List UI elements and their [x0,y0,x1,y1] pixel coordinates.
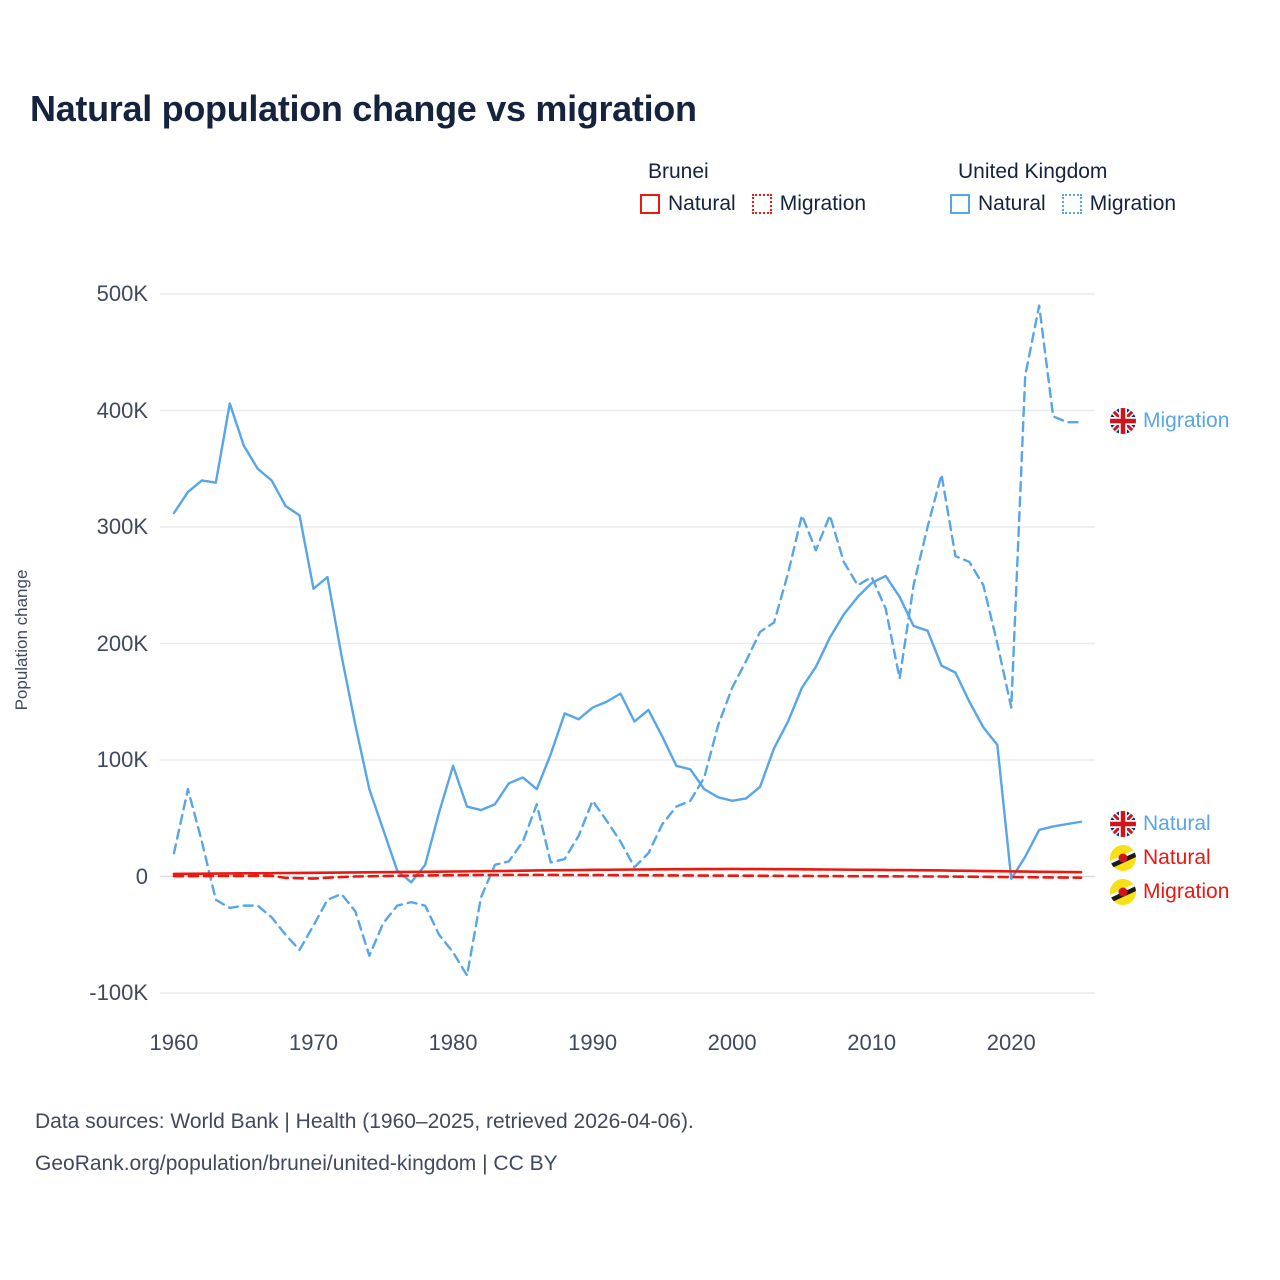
x-tick-label: 2020 [986,1030,1036,1055]
y-tick-label: 200K [96,630,148,656]
legend-item-label: Migration [779,192,867,215]
y-tick-label: 300K [96,514,148,539]
legend-group-title: United Kingdom [958,160,1108,183]
flag-brunei-icon [1110,879,1136,905]
legend-item-label: Natural [668,192,736,215]
end-label-text: Natural [1143,812,1211,835]
end-label [1110,845,1211,871]
y-axis-title: Population change [12,569,31,711]
x-tick-label: 1960 [149,1030,199,1055]
series-line [174,869,1081,874]
end-label [1110,811,1211,837]
legend-item-label: Natural [978,192,1046,215]
flag-united-kingdom-icon [1110,811,1136,837]
end-label [1110,879,1229,905]
x-tick-label: 1970 [289,1030,338,1055]
x-tick-label: 2000 [707,1030,757,1055]
page-title: Natural population change vs migration [30,88,697,129]
x-tick-label: 1980 [428,1030,478,1055]
end-label [1110,408,1229,434]
y-tick-label: -100K [89,980,148,1005]
y-tick-label: 0 [135,863,148,889]
flag-brunei-icon [1110,845,1136,871]
footer-data-source: Data sources: World Bank | Health (1960–2025, retrieved 2026-04-06). [35,1110,694,1133]
legend-group-title: Brunei [648,160,709,183]
y-tick-label: 400K [96,397,148,423]
flag-united-kingdom-icon [1110,408,1136,434]
y-tick-label: 100K [96,747,148,772]
footer-attribution: GeoRank.org/population/brunei/united-kingdom | CC BY [35,1152,558,1175]
end-label-text: Natural [1143,846,1211,869]
x-tick-label: 2010 [847,1030,897,1055]
x-tick-label: 1990 [568,1030,618,1055]
end-label-text: Migration [1143,880,1230,903]
legend-item-label: Migration [1089,192,1177,215]
end-label-text: Migration [1143,409,1230,432]
y-tick-label: 500K [96,281,148,306]
